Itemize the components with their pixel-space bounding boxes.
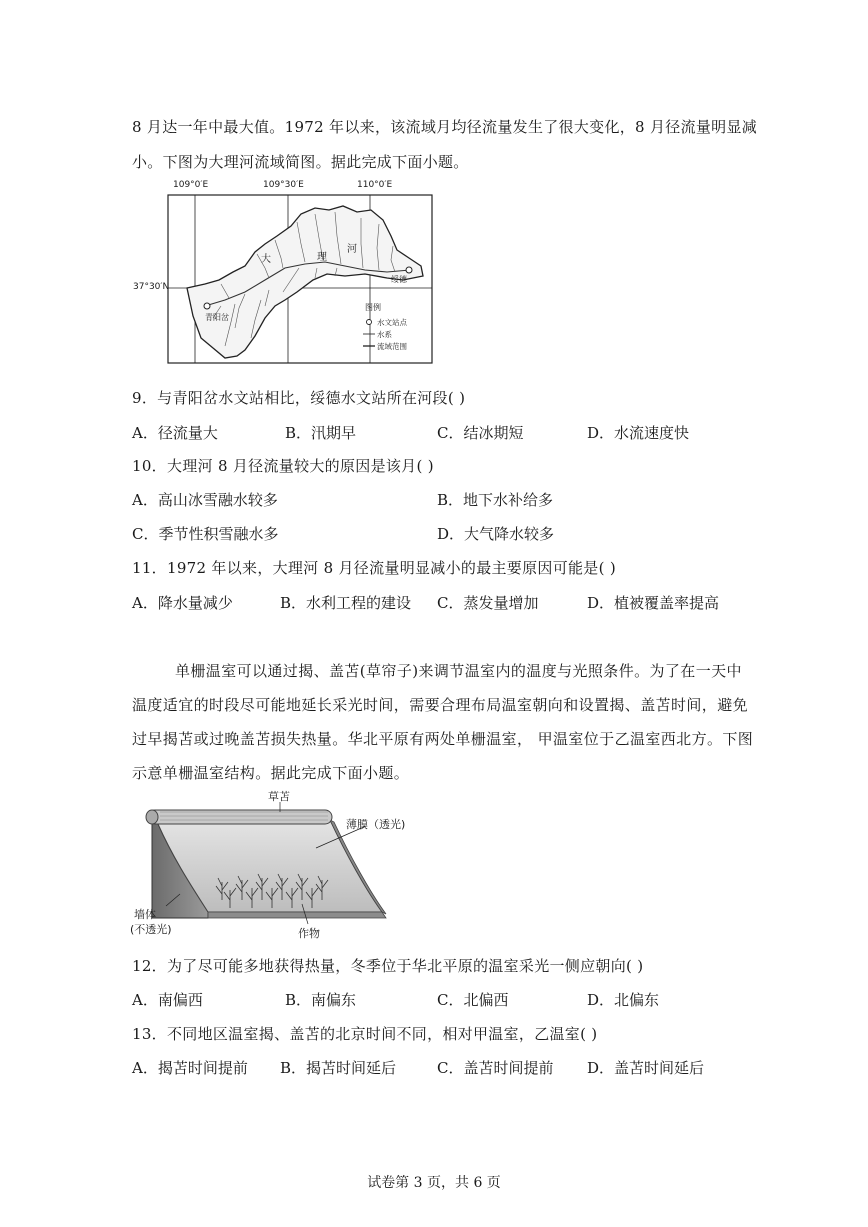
map-label-suide: 绥德 <box>391 275 407 284</box>
passage2-line-2: 温度适宜的时段尽可能地延长采光时间，需要合理布局温室朝向和设置揭、盖苫时间，避免 <box>132 696 749 714</box>
intro-line-2: 小。下图为大理河流域简图。据此完成下面小题。 <box>132 153 469 171</box>
map-label-qingyangcha: 青阳岔 <box>205 313 229 322</box>
q11-option-d[interactable]: D．植被覆盖率提高 <box>587 594 720 612</box>
greenhouse-label-wall-opaque: (不透光) <box>130 923 172 936</box>
question-10-stem: 10．大理河 8 月径流量较大的原因是该月( ) <box>132 457 434 475</box>
question-12-stem: 12．为了尽可能多地获得热量，冬季位于华北平原的温室采光一侧应朝向( ) <box>132 957 644 975</box>
map-legend-river: 水系 <box>377 330 392 339</box>
q11-option-c[interactable]: C．蒸发量增加 <box>437 594 539 612</box>
q13-option-a[interactable]: A．揭苫时间提前 <box>132 1059 248 1077</box>
q11-option-b[interactable]: B．水利工程的建设 <box>280 594 412 612</box>
q12-option-b[interactable]: B．南偏东 <box>285 991 357 1009</box>
passage2-line-3: 过早揭苫或过晚盖苫损失热量。华北平原有两处单栅温室， 甲温室位于乙温室西北方。下图 <box>132 730 754 748</box>
q10-option-d[interactable]: D．大气降水较多 <box>437 525 555 543</box>
q13-option-c[interactable]: C．盖苫时间提前 <box>437 1059 554 1077</box>
question-13-stem: 13．不同地区温室揭、盖苫的北京时间不同，相对甲温室，乙温室( ) <box>132 1025 598 1043</box>
map-label-he: 河 <box>347 244 357 255</box>
map-legend-boundary: 流域范围 <box>377 342 407 351</box>
q13-option-d[interactable]: D．盖苫时间延后 <box>587 1059 705 1077</box>
q12-option-a[interactable]: A．南偏西 <box>132 991 203 1009</box>
q9-option-c[interactable]: C．结冰期短 <box>437 424 524 442</box>
map-lon-109-30: 109°30′E <box>263 180 304 190</box>
q10-option-b[interactable]: B．地下水补给多 <box>437 491 554 509</box>
greenhouse-label-straw: 草苫 <box>268 790 290 803</box>
q9-option-a[interactable]: A．径流量大 <box>132 424 218 442</box>
q9-option-d[interactable]: D．水流速度快 <box>587 424 690 442</box>
passage2-line-1: 单栅温室可以通过揭、盖苫(草帘子)来调节温室内的温度与光照条件。为了在一天中 <box>175 662 742 680</box>
q9-option-b[interactable]: B．汛期早 <box>285 424 357 442</box>
daligh-river-basin-map <box>133 180 435 366</box>
greenhouse-structure-diagram <box>130 790 430 940</box>
q10-option-a[interactable]: A．高山冰雪融水较多 <box>132 491 278 509</box>
q11-option-a[interactable]: A．降水量减少 <box>132 594 233 612</box>
map-lon-110: 110°0′E <box>357 180 393 190</box>
page-footer: 试卷第 3 页，共 6 页 <box>367 1175 501 1191</box>
passage2-line-4: 示意单栅温室结构。据此完成下面小题。 <box>132 764 410 782</box>
q12-option-c[interactable]: C．北偏西 <box>437 991 509 1009</box>
q12-option-d[interactable]: D．北偏东 <box>587 991 660 1009</box>
greenhouse-label-wall: 墙体 <box>134 908 156 921</box>
map-label-da: 大 <box>261 254 271 265</box>
map-legend-station: 水文站点 <box>377 318 407 327</box>
intro-line-1: 8 月达一年中最大值。1972 年以来，该流域月均径流量发生了很大变化，8 月径流量明显减 <box>132 118 758 136</box>
map-lon-109: 109°0′E <box>173 180 209 190</box>
question-9-stem: 9．与青阳岔水文站相比，绥德水文站所在河段( ) <box>132 389 466 407</box>
question-11-stem: 11．1972 年以来，大理河 8 月径流量明显减小的最主要原因可能是( ) <box>132 559 616 577</box>
map-legend-title: 图例 <box>365 303 381 312</box>
greenhouse-label-film: 薄膜（透光) <box>346 818 406 831</box>
greenhouse-label-crop: 作物 <box>298 927 320 940</box>
q10-option-c[interactable]: C．季节性积雪融水多 <box>132 525 279 543</box>
map-lat-37-30: 37°30′N <box>133 282 170 292</box>
q13-option-b[interactable]: B．揭苫时间延后 <box>280 1059 397 1077</box>
map-label-li: 理 <box>317 252 327 263</box>
